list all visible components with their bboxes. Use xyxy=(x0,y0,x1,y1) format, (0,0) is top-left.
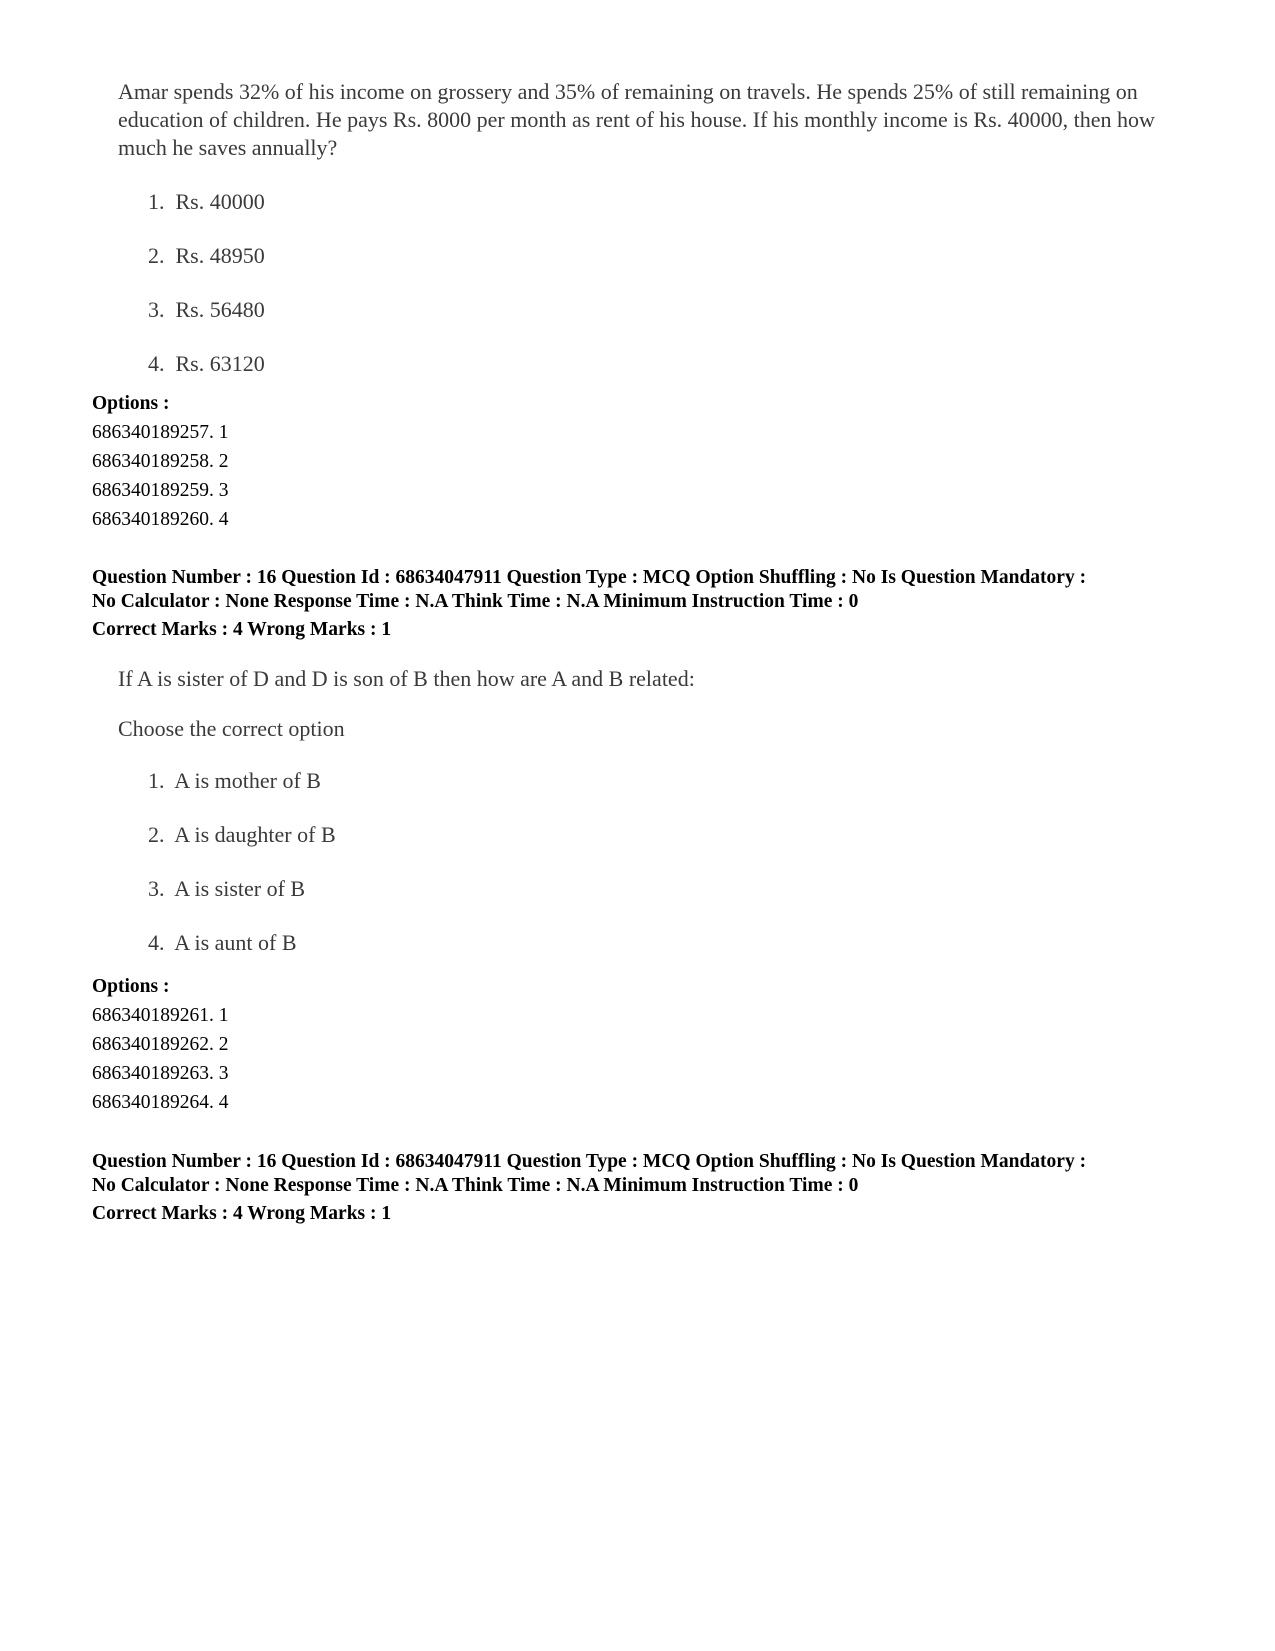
choice-label: A is mother of B xyxy=(174,768,321,793)
options-title: Options : xyxy=(92,393,170,414)
choice-number: 3. xyxy=(148,876,165,901)
question-16-choice-2 xyxy=(118,821,1198,875)
choice-label: Rs. 40000 xyxy=(175,189,265,214)
question-16-text: If A is sister of D and D is son of B then how are A and B related: xyxy=(118,666,695,691)
question-meta-line-2: No Calculator : None Response Time : N.A Think Time : N.A Minimum Instruction Time : 0 xyxy=(92,591,859,612)
question-prev-text: Amar spends 32% of his income on grossery and 35% of remaining on travels. He spends 25% of still remaining on education of children. He pays Rs. 8000 per month as rent of his house. If his monthly income is Rs. 40000, then how much he saves annually? xyxy=(118,79,1155,160)
choice-number: 4. xyxy=(148,351,165,376)
choice-number: 1. xyxy=(148,768,165,793)
question-meta-line-1: Question Number : 16 Question Id : 68634047911 Question Type : MCQ Option Shuffling : No Is Question Mandatory : xyxy=(92,1151,1087,1172)
option-row: 686340189262. 2 xyxy=(92,1034,229,1055)
question-meta-line-1: Question Number : 16 Question Id : 68634047911 Question Type : MCQ Option Shuffling : No Is Question Mandatory : xyxy=(92,567,1087,588)
question-prev-choice-1 xyxy=(118,188,1198,242)
question-16-header xyxy=(92,566,1192,642)
choice-number: 1. xyxy=(148,189,165,214)
choice-number: 2. xyxy=(148,243,165,268)
question-prev-choice-3 xyxy=(118,296,1198,350)
question-meta-line-2: No Calculator : None Response Time : N.A Think Time : N.A Minimum Instruction Time : 0 xyxy=(92,1175,859,1196)
option-row: 686340189257. 1 xyxy=(92,422,229,443)
option-row: 686340189263. 3 xyxy=(92,1063,229,1084)
question-16-choice-1 xyxy=(118,767,1198,821)
option-row: 686340189261. 1 xyxy=(92,1005,229,1026)
choice-number: 4. xyxy=(148,930,165,955)
choice-number: 2. xyxy=(148,822,165,847)
choice-label: A is aunt of B xyxy=(174,930,297,955)
question-prev-options xyxy=(92,390,1192,534)
question-16-instruction: Choose the correct option xyxy=(118,716,345,741)
option-row: 686340189258. 2 xyxy=(92,451,229,472)
choice-label: A is sister of B xyxy=(174,876,306,901)
option-row: 686340189259. 3 xyxy=(92,480,229,501)
choice-label: Rs. 63120 xyxy=(175,351,265,376)
question-16-body xyxy=(118,665,1198,983)
option-row: 686340189260. 4 xyxy=(92,509,229,530)
question-16-choice-3 xyxy=(118,875,1198,929)
choice-label: A is daughter of B xyxy=(174,822,336,847)
question-next-header xyxy=(92,1150,1192,1226)
question-marks: Correct Marks : 4 Wrong Marks : 1 xyxy=(92,619,392,640)
choice-label: Rs. 56480 xyxy=(175,297,265,322)
choice-label: Rs. 48950 xyxy=(175,243,265,268)
options-title: Options : xyxy=(92,976,170,997)
question-prev-choice-2 xyxy=(118,242,1198,296)
question-16-options xyxy=(92,973,1192,1117)
choice-number: 3. xyxy=(148,297,165,322)
question-prev-body xyxy=(118,78,1198,404)
question-marks: Correct Marks : 4 Wrong Marks : 1 xyxy=(92,1203,392,1224)
option-row: 686340189264. 4 xyxy=(92,1092,229,1113)
